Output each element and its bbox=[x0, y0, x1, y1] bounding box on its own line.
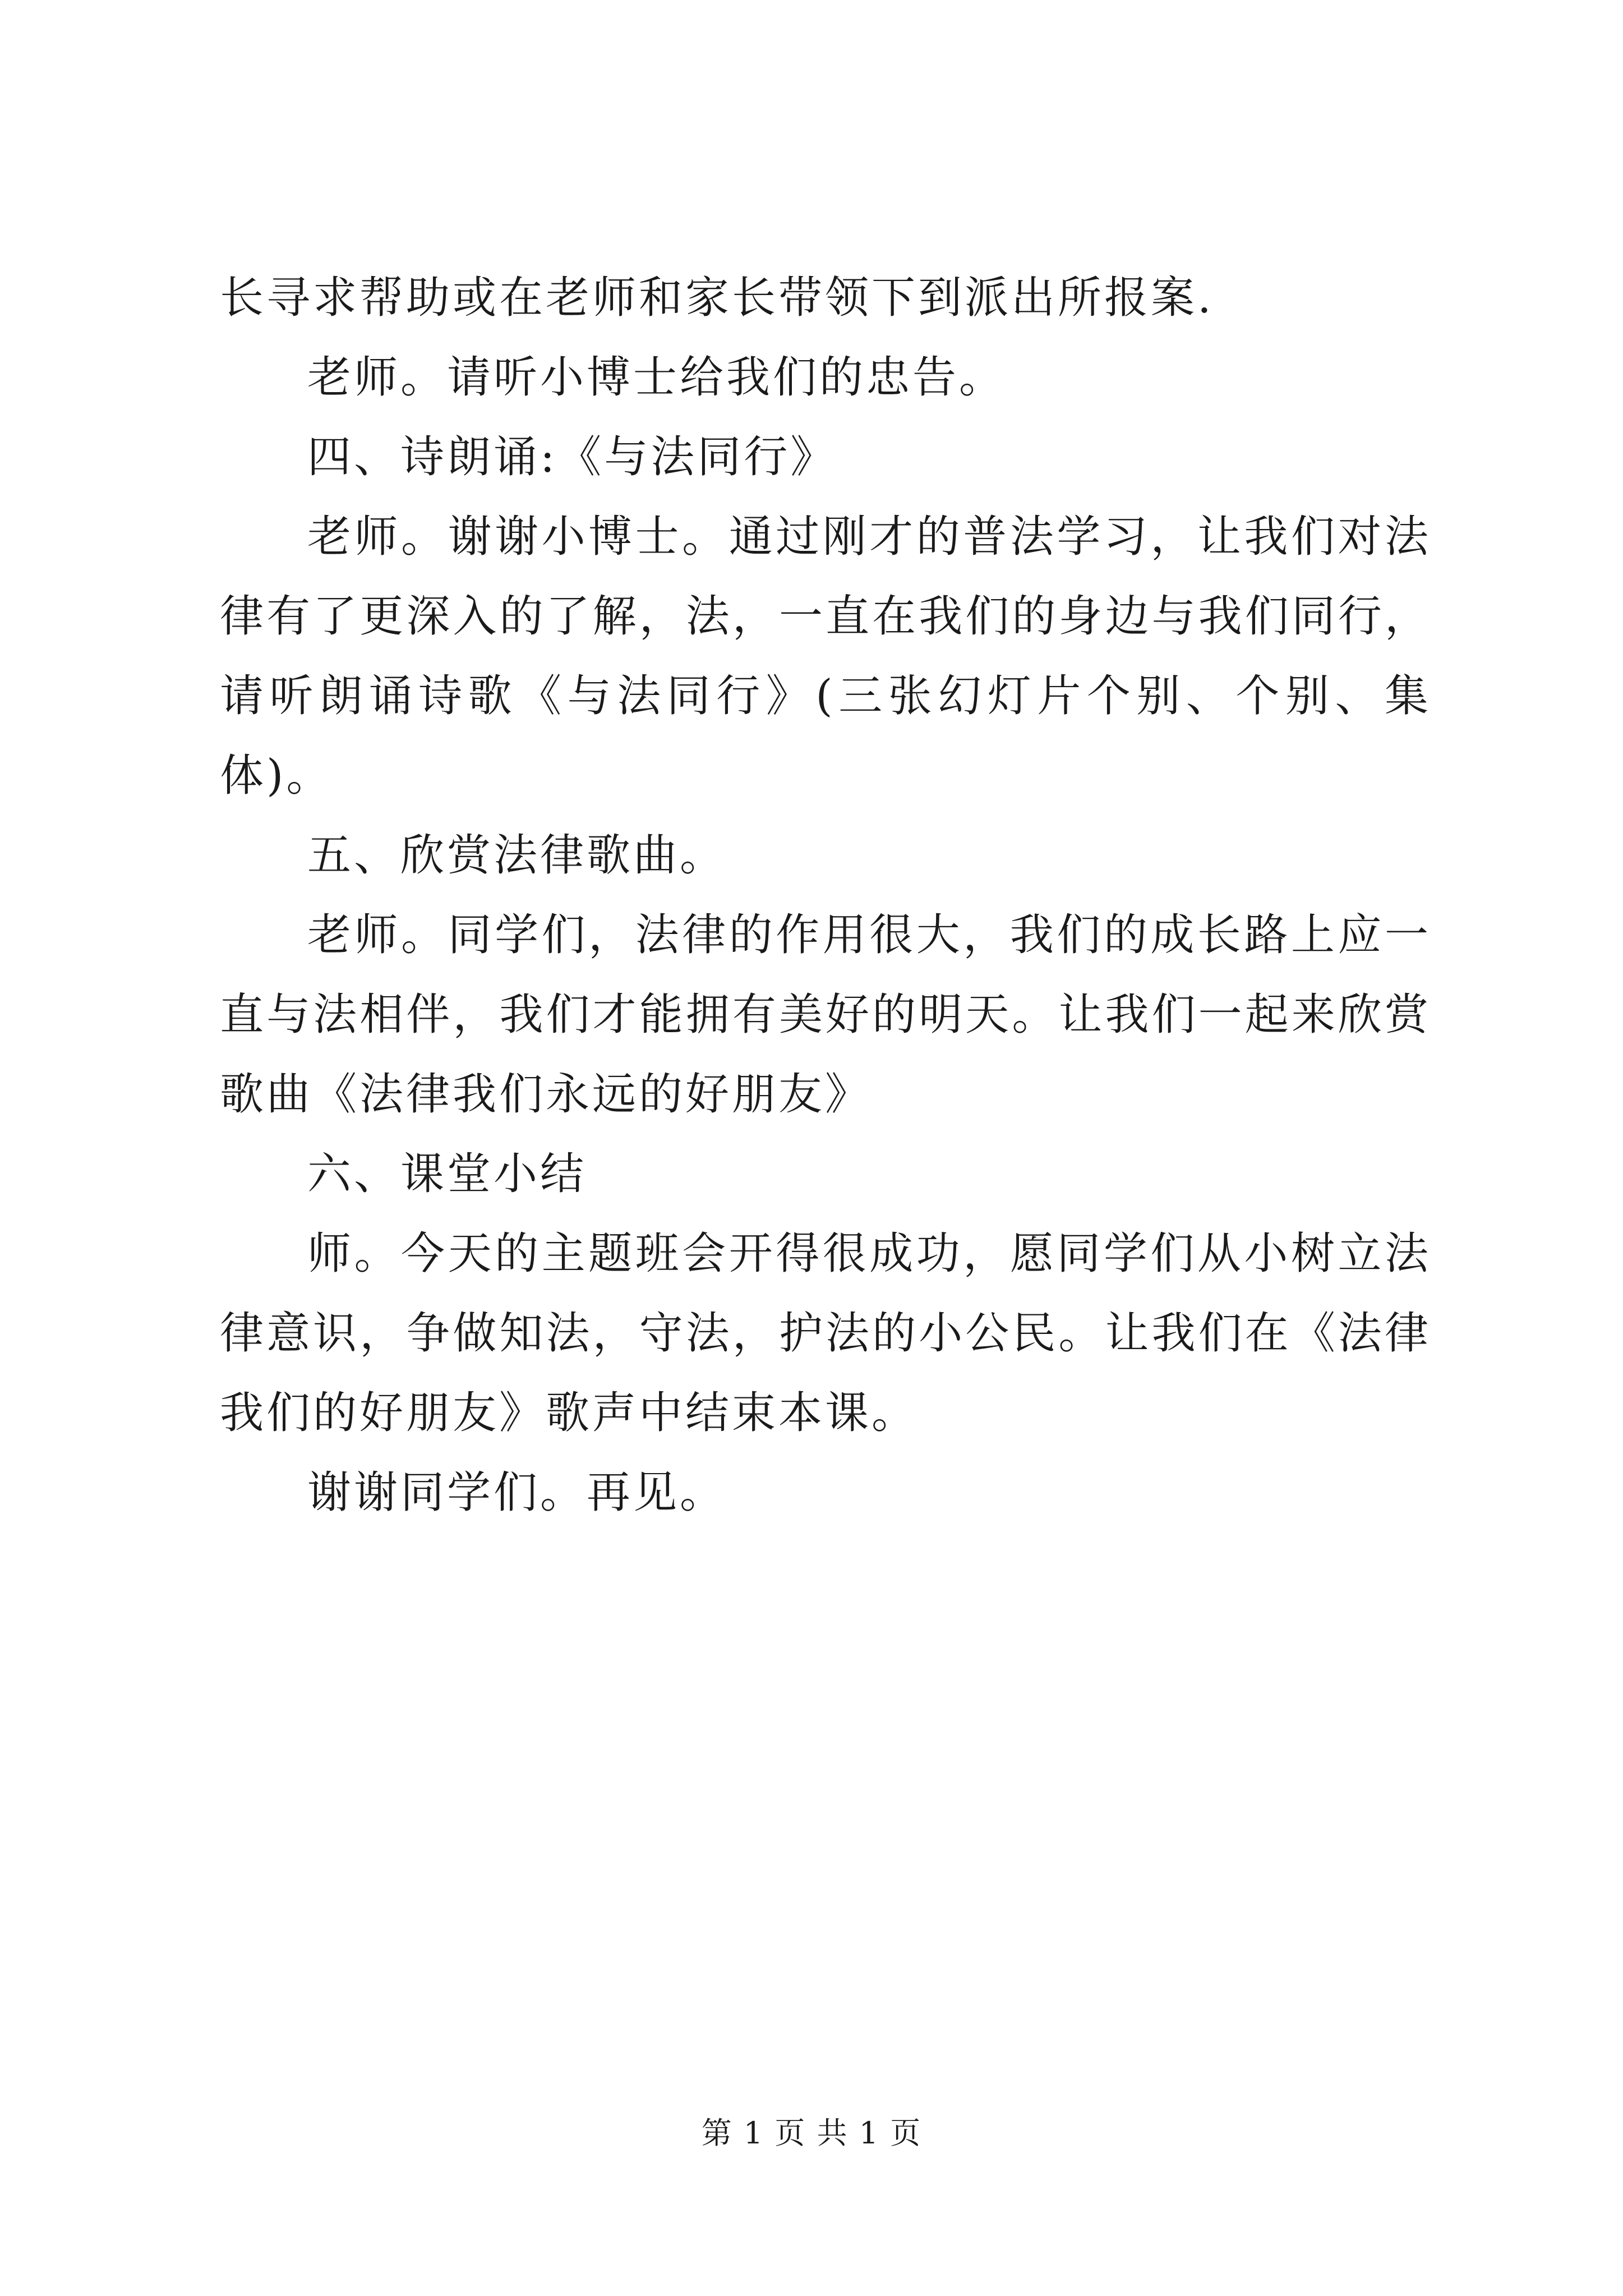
paragraph-song-intro: 老师。同学们，法律的作用很大，我们的成长路上应一直与法相伴，我们才能拥有美好的明天。让我们一起来欣赏歌曲《法律我们永远的好朋友》 bbox=[220, 910, 1431, 1120]
page-number-footer: 第 1 页 共 1 页 bbox=[701, 2115, 922, 2151]
section-heading-law-songs: 五、欣赏法律歌曲。 bbox=[307, 830, 727, 881]
paragraph-summary: 师。今天的主题班会开得很成功，愿同学们从小树立法律意识，争做知法，守法，护法的小公民。让我们在《法律我们的好朋友》歌声中结束本课。 bbox=[220, 1228, 1431, 1438]
paragraph-farewell: 谢谢同学们。再见。 bbox=[307, 1467, 727, 1518]
paragraph-continuation: 长寻求帮助或在老师和家长带领下到派出所报案. bbox=[220, 273, 1214, 323]
paragraph-teacher-advice: 老师。请听小博士给我们的忠告。 bbox=[307, 352, 1006, 403]
section-heading-class-summary: 六、课堂小结 bbox=[307, 1149, 587, 1199]
paragraph-poem-intro: 老师。谢谢小博士。通过刚才的普法学习，让我们对法律有了更深入的了解，法，一直在我们的身边与我们同行，请听朗诵诗歌《与法同行》(三张幻灯片个别、个别、集体)。 bbox=[220, 512, 1431, 801]
document-body bbox=[220, 258, 1431, 1533]
section-heading-poem-recitation: 四、诗朗诵:《与法同行》 bbox=[307, 432, 837, 482]
